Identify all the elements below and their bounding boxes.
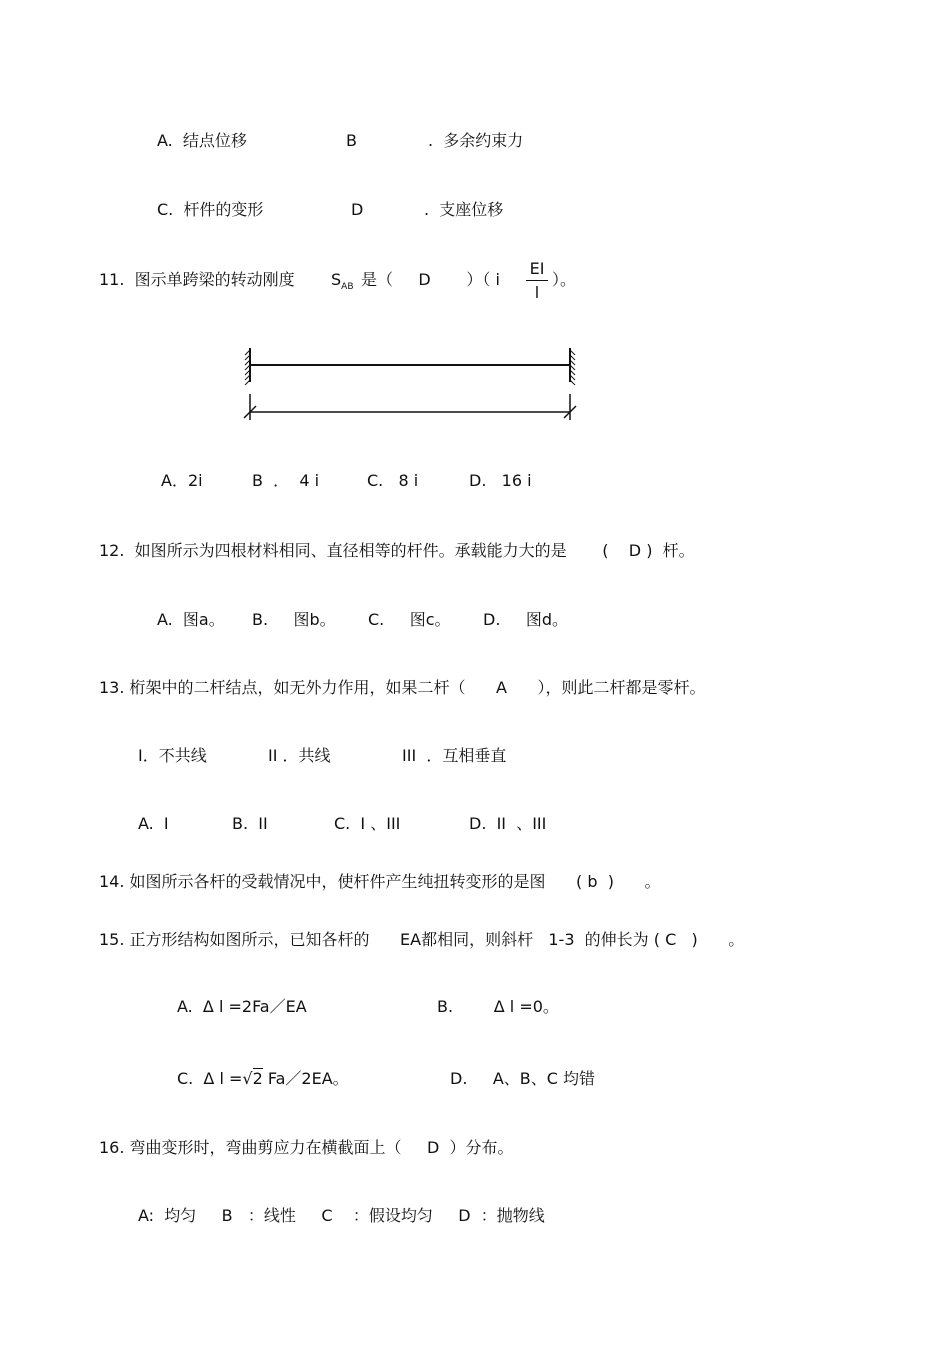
q12-option-a: A. 图a。: [157, 610, 225, 629]
q11-fraction-numerator: EI: [529, 259, 545, 278]
q11-s-subscript: AB: [341, 282, 354, 292]
q11-option-a: A．2i: [161, 471, 203, 490]
q16-options: A: 均匀 B ：线性 C ：假设均匀 D ：抛物线: [138, 1206, 545, 1225]
q15-option-c-radicand: 2: [252, 1069, 263, 1088]
q11-symbol-s: [331, 270, 354, 293]
q10-option-b-text: . 多余约束力: [428, 131, 524, 150]
q13-option-b: B. II: [232, 814, 268, 833]
q12-stem: 12. 如图所示为四根材料相同、直径相等的杆件。承载能力大的是 ( D ) 杆。: [99, 541, 695, 560]
q12-option-c: C. 图c。: [368, 610, 451, 629]
q12-option-b: B. 图b。: [252, 610, 336, 629]
q11-tail: ）。: [552, 270, 577, 289]
q14-stem: 14. 如图所示各杆的受载情况中，使杆件产生纯扭转变形的是图 ( b ) 。: [99, 872, 661, 891]
q15-option-a: A. Δ l =2Fa／EA: [177, 997, 307, 1016]
q13-option-d: D. II 、III: [469, 814, 547, 833]
q11-option-b: B ． 4 i: [252, 471, 320, 490]
q15-stem: 15. 正方形结构如图所示，已知各杆的 EA都相同，则斜杆 1-3 的伸长为 ( C ) 。: [99, 930, 745, 949]
q11-s: S: [331, 270, 342, 289]
q11-answer-paren: 是（ D ）（ i: [361, 270, 500, 289]
sqrt-icon: √: [242, 1069, 253, 1088]
q11-fraction-denominator: l: [534, 283, 540, 302]
q16-stem: 16. 弯曲变形时，弯曲剪应力在横截面上（ D ）分布。: [99, 1138, 514, 1157]
q13-stem: 13. 桁架中的二杆结点，如无外力作用，如果二杆（ A ），则此二杆都是零杆。: [99, 678, 706, 697]
q15-option-d: D. A、B、C 均错: [450, 1069, 596, 1088]
q10-option-d-text: . 支座位移: [424, 200, 504, 219]
q12-option-d: D. 图d。: [483, 610, 568, 629]
q11-option-c: C. 8 i: [367, 471, 419, 490]
q11-fraction-bar: [526, 280, 548, 281]
q10-option-c: C. 杆件的变形: [157, 200, 264, 219]
beam-diagram: [230, 340, 590, 430]
q13-option-a: A. I: [138, 814, 169, 833]
q10-option-b-letter: B: [346, 131, 357, 150]
q13-item-3: III ．互相垂直: [402, 746, 507, 765]
q15-option-c: [177, 1069, 349, 1089]
q15-option-c-prefix: C. Δ l =: [177, 1069, 243, 1088]
q11-option-d: D. 16 i: [469, 471, 532, 490]
q13-option-c: C. I 、III: [334, 814, 401, 833]
q13-item-1: I．不共线: [138, 746, 207, 765]
q10-option-d-letter: D: [351, 200, 364, 219]
q15-option-c-suffix: Fa／2EA。: [262, 1069, 349, 1088]
q15-option-b: B. Δ l =0。: [437, 997, 559, 1016]
q13-item-2: II ．共线: [268, 746, 331, 765]
q11-stem: 11. 图示单跨梁的转动刚度: [99, 270, 295, 289]
q10-option-a: A. 结点位移: [157, 131, 247, 150]
